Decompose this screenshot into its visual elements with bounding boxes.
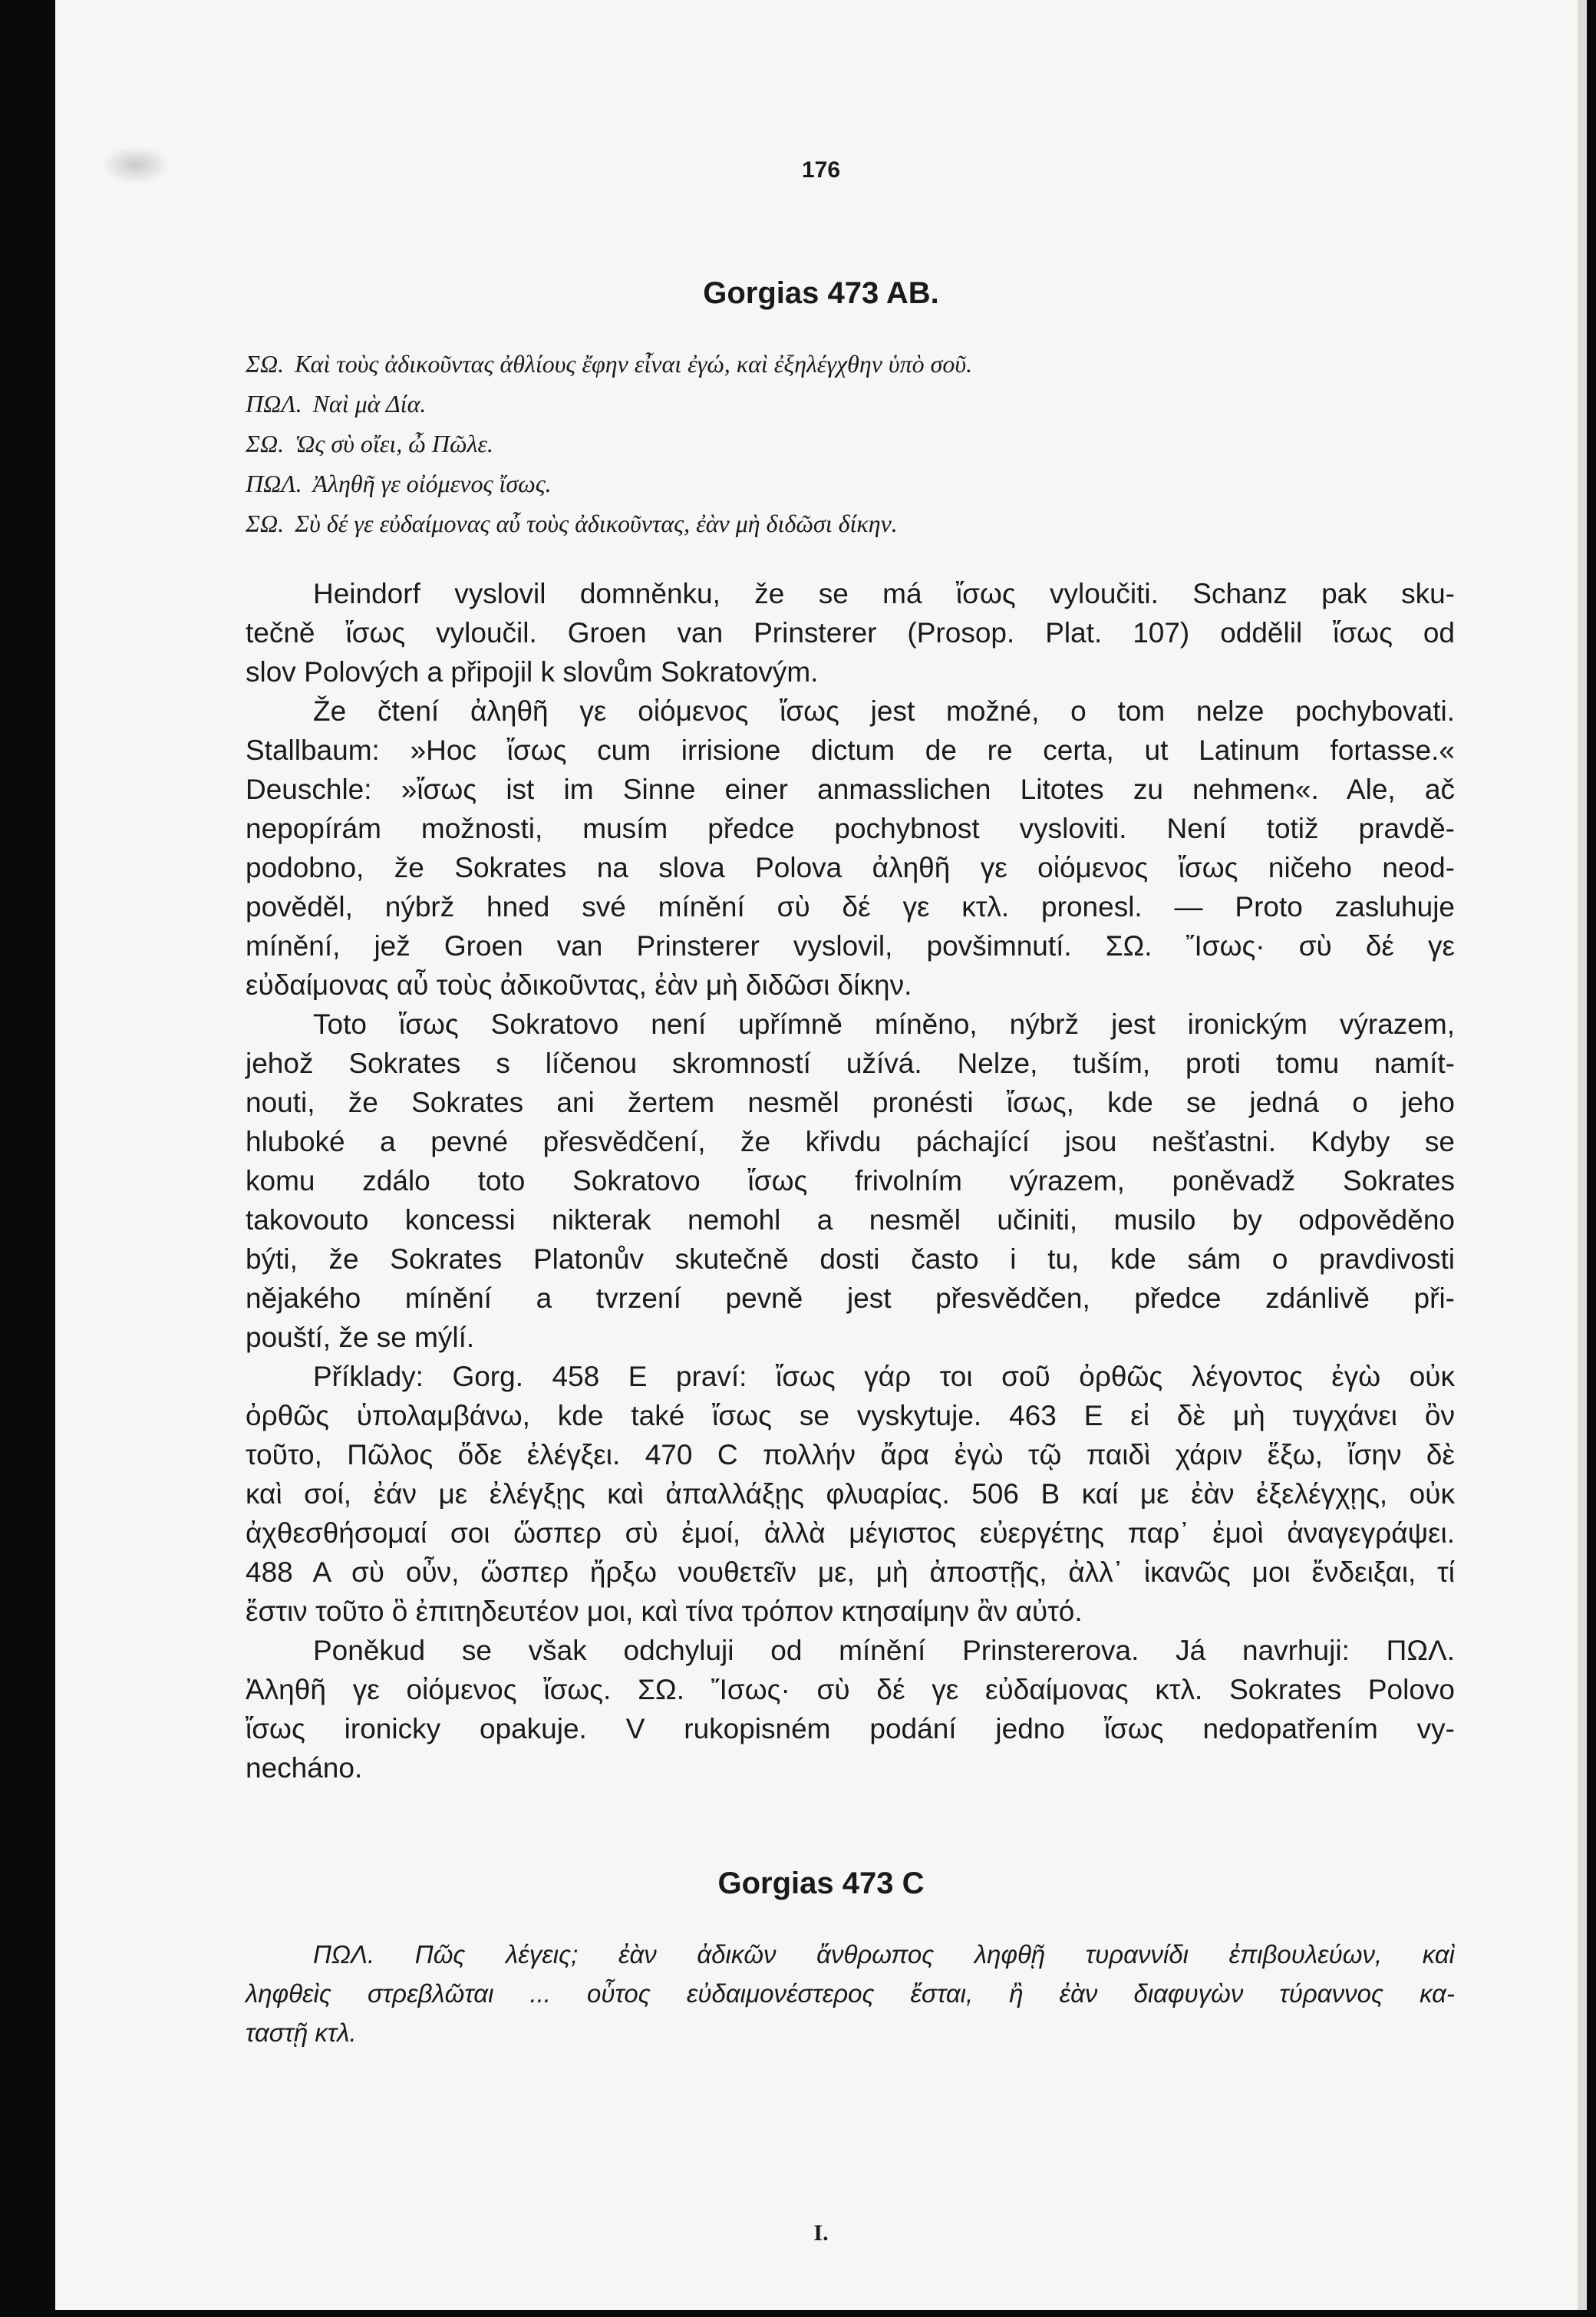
speaker: ΣΩ. (246, 510, 285, 537)
page-number: 176 (801, 157, 841, 183)
speaker: ΣΩ. (246, 350, 285, 378)
text-line: ὀρθῶς ὑπολαμβάνω, kde také ἴσως se vyskytuje. 463 E εἰ δὲ μὴ τυγχάνει ὂν (246, 1400, 1455, 1431)
utterance: Ὡς σὺ οἴει, ὦ Πῶλε. (295, 430, 494, 457)
greek-dialogue (246, 344, 1455, 543)
text-line: Ἀληθῆ γε οἰόμενος ἴσως. ΣΩ. Ἴσως· σὺ δέ γε εὐδαίμονας κτλ. Sokrates Polovo (246, 1674, 1455, 1705)
speaker: ΠΩΛ. (246, 470, 302, 497)
text-line: ἔστιν τοῦτο ὃ ἐπιτηδευτέον μοι, καὶ τίνα τρόπον κτησαίμην ἂν αὐτό. (246, 1596, 1083, 1627)
text-line: jehož Sokrates s líčenou skromností užívá. Nelze, tuším, proti tomu namít- (246, 1048, 1455, 1079)
utterance: Ναὶ μὰ Δία. (312, 390, 427, 418)
text-line: pouští, že se mýlí. (246, 1322, 475, 1353)
text-line: Deuschle: »ἴσως ist im Sinne einer anmasslichen Litotes zu nehmen«. Ale, ač (246, 774, 1455, 805)
dialogue-line (246, 424, 1455, 464)
text-line: podobno, že Sokrates na slova Polova ἀληθῆ γε οἰόμενος ἴσως ničeho neod- (246, 852, 1455, 883)
commentary-text (246, 574, 1455, 1787)
dialogue-line (246, 384, 1455, 424)
text-line: Že čtení ἀληθῆ γε οἰόμενος ἴσως jest možné, o tom nelze pochybovati. (313, 695, 1455, 727)
text-line: slov Polových a připojil k slovům Sokratovým. (246, 656, 819, 688)
section-heading-473ab: Gorgias 473 AB. (703, 276, 939, 310)
text-line: nějakého mínění a tvrzení pevně jest přesvědčen, předce zdánlivě při- (246, 1282, 1455, 1314)
text-line: Příklady: Gorg. 458 E praví: ἴσως γάρ τοι σοῦ ὀρθῶς λέγοντος ἐγὼ οὐκ (313, 1361, 1455, 1392)
text-line: 488 A σὺ οὖν, ὥσπερ ἤρξω νουθετεῖν με, μὴ ἀποστῇς, ἀλλ᾽ ἱκανῶς μοι ἔνδειξαι, τί (246, 1556, 1455, 1588)
text-line: ἴσως ironicky opakuje. V rukopisném podání jedno ἴσως nedopatřením vy- (246, 1713, 1455, 1744)
text-line: mínění, jež Groen van Prinsterer vyslovil, povšimnutí. ΣΩ. Ἴσως· σὺ δέ γε (246, 930, 1455, 962)
dialogue-line (246, 503, 1455, 543)
text-line: pověděl, nýbrž hned své mínění σὺ δέ γε κτλ. pronesl. — Proto zasluhuje (246, 891, 1455, 923)
text-line: ληφθεὶς στρεβλῶται ... οὗτος εὐδαιμονέστερος ἔσται, ἢ ἐὰν διαφυγὼν τύραννος κα- (246, 1979, 1455, 2008)
speaker: ΠΩΛ. (246, 390, 302, 418)
signature-mark: I. (813, 2220, 829, 2246)
text-line: ταστῇ κτλ. (246, 2018, 357, 2047)
greek-quote-473c (246, 1934, 1455, 2051)
utterance: Καὶ τοὺς ἀδικοῦντας ἀθλίους ἔφην εἶναι ἐγώ, καὶ ἐξηλέγχθην ὑπὸ σοῦ. (295, 350, 973, 378)
text-line: Toto ἴσως Sokratovo není upřímně míněno, nýbrž jest ironickým výrazem, (313, 1008, 1455, 1040)
text-line: nepopírám možnosti, musím předce pochybnost vysloviti. Není totiž pravdě- (246, 813, 1455, 844)
text-line: Stallbaum: »Hoc ἴσως cum irrisione dictum de re certa, ut Latinum fortasse.« (246, 734, 1455, 766)
text-line: takovouto koncessi nikterak nemohl a nesměl učiniti, musilo by odpověděno (246, 1204, 1455, 1236)
text-line: εὐδαίμονας αὖ τοὺς ἀδικοῦντας, ἐὰν μὴ διδῶσι δίκην. (246, 969, 912, 1001)
dialogue-line (246, 464, 1455, 503)
speaker: ΣΩ. (246, 430, 285, 457)
text-line: tečně ἴσως vyloučil. Groen van Prinsterer (Prosop. Plat. 107) oddělil ἴσως od (246, 617, 1455, 649)
text-line: komu zdálo toto Sokratovo ἴσως frivolním výrazem, poněvadž Sokrates (246, 1165, 1455, 1196)
text-line: nouti, že Sokrates ani žertem nesměl pronésti ἴσως, kde se jedná o jeho (246, 1087, 1455, 1118)
text-line: καὶ σοί, ἐάν με ἐλέγξῃς καὶ ἀπαλλάξῃς φλυαρίας. 506 B καί με ἐὰν ἐξελέγχῃς, οὐκ (246, 1478, 1455, 1510)
text-line: ἀχθεσθήσομαί σοι ὥσπερ σὺ ἐμοί, ἀλλὰ μέγιστος εὐεργέτης παρ᾽ ἐμοὶ ἀναγεγράψει. (246, 1517, 1455, 1549)
text-line: býti, že Sokrates Platonův skutečně dosti často i tu, kde sám o pravdivosti (246, 1243, 1455, 1275)
text-line: Poněkud se však odchyluji od mínění Prinstererova. Já navrhuji: ΠΩΛ. (313, 1635, 1455, 1666)
text-line: ΠΩΛ. Πῶς λέγεις; ἐὰν ἀδικῶν ἄνθρωπος ληφθῇ τυραννίδι ἐπιβουλεύων, καὶ (313, 1940, 1455, 1969)
text-line: necháno. (246, 1752, 363, 1784)
page-edge (1578, 0, 1587, 2310)
text-line: τοῦτο, Πῶλος ὅδε ἐλέγξει. 470 C πολλήν ἄρα ἐγὼ τῷ παιδὶ χάριν ἕξω, ἴσην δὲ (246, 1439, 1455, 1470)
section-heading-473c: Gorgias 473 C (717, 1866, 925, 1900)
text-line: hluboké a pevné přesvědčení, že křivdu páchající jsou nešťastni. Kdyby se (246, 1126, 1455, 1157)
text-line: Heindorf vyslovil domněnku, že se má ἴσως vyloučiti. Schanz pak sku- (313, 578, 1455, 609)
utterance: Ἀληθῆ γε οἰόμενος ἴσως. (312, 470, 552, 497)
utterance: Σὺ δέ γε εὐδαίμονας αὖ τοὺς ἀδικοῦντας, ἐὰν μὴ διδῶσι δίκην. (295, 510, 898, 537)
dialogue-line (246, 344, 1455, 384)
book-page (55, 0, 1587, 2310)
